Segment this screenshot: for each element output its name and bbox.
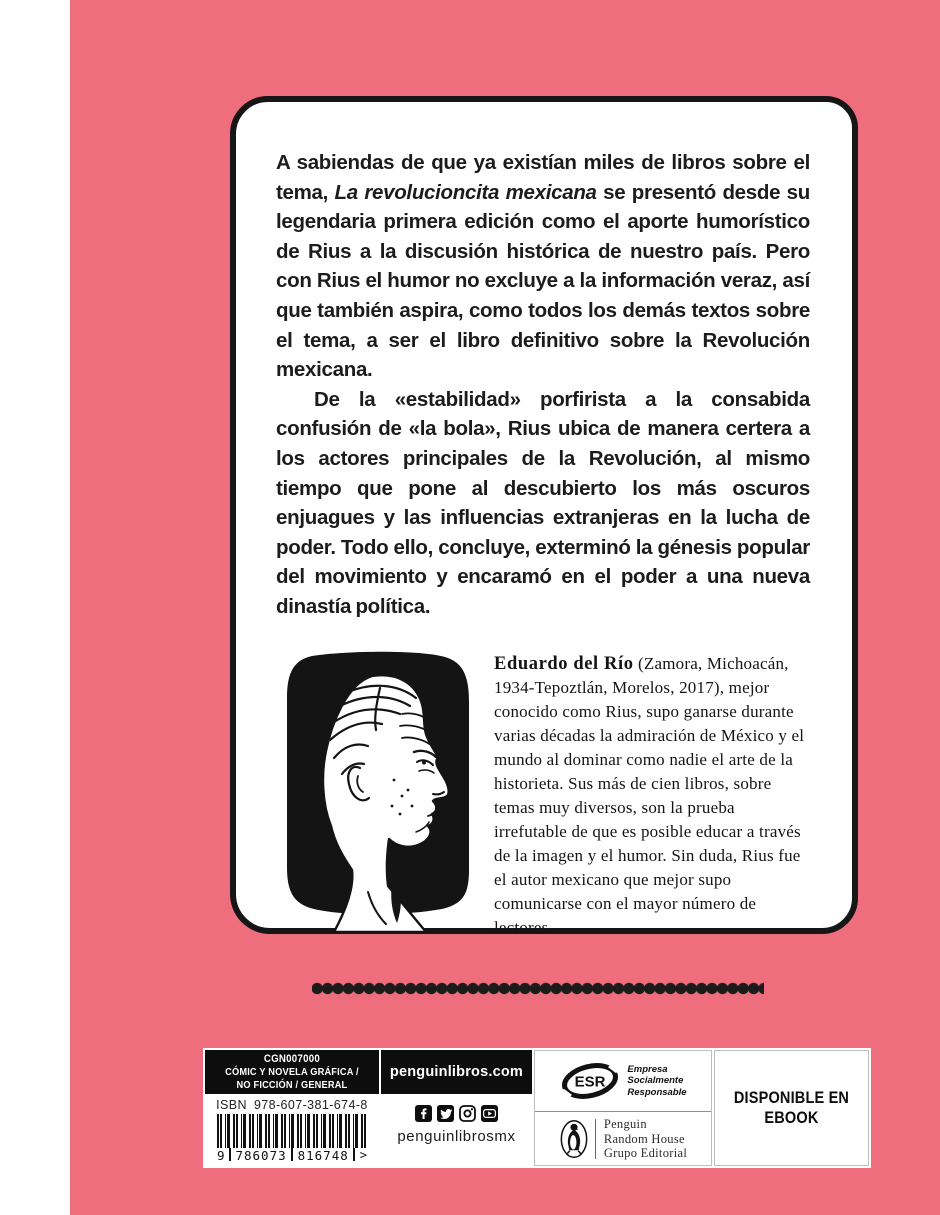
blurb-paragraph-1 <box>276 148 810 385</box>
ebook-notice <box>734 1088 849 1128</box>
esr-caption-line1: Empresa <box>627 1063 668 1075</box>
barcode-digit-lead: 9 <box>216 1148 225 1163</box>
blurb-p1-before: A sabiendas de que ya existían miles de libros sobre el tema, <box>276 151 810 204</box>
publisher-line2: Random House <box>603 1131 685 1146</box>
isbn-number: 978-607-381-674-8 <box>253 1098 368 1112</box>
catalog-category-line1: CÓMIC Y NOVELA GRÁFICA / <box>225 1065 359 1078</box>
author-bio-text <box>494 652 810 940</box>
blurb-p1-after: se presentó desde su legendaria primera edición como el aporte humorístico de Rius a la discusión histórica de nuestro país. Pero con Rius el humor no excluye a la información veraz, así que también aspira, como todos los demás textos sobre el tema, a ser el libro definitivo sobre la Revolución mexicana. <box>276 180 811 382</box>
penguin-logo <box>559 1118 589 1160</box>
instagram-icon <box>459 1105 476 1122</box>
publisher-line1: Penguin <box>603 1117 647 1132</box>
barcode-digits <box>217 1148 367 1163</box>
esr-caption <box>627 1064 686 1099</box>
web-social-block <box>381 1050 532 1166</box>
barcode-area <box>205 1094 379 1163</box>
publisher-line3: Grupo Editorial <box>603 1146 688 1161</box>
barcode-bars <box>217 1114 367 1148</box>
ebook-line1: DISPONIBLE EN <box>733 1089 850 1107</box>
book-back-cover <box>70 0 940 1215</box>
barcode-guard <box>229 1148 231 1161</box>
ebook-block <box>714 1050 869 1166</box>
blurb-panel <box>230 96 858 937</box>
social-area <box>381 1094 532 1145</box>
barcode-guard <box>291 1148 293 1161</box>
facebook-icon <box>415 1105 432 1122</box>
catalog-code: CGN007000 <box>263 1052 321 1065</box>
svg-text:ESR: ESR <box>574 1073 606 1091</box>
blurb-paragraph-2: De la «estabilidad» porfirista a la consabida confusión de «la bola», Rius ubica de manera certera a los actores principales de la Revolución, al mismo tiempo que pone al descubierto los más oscuros enjuagues y las influencias extranjeras en la lucha de poder. Todo ello, concluye, exterminó la génesis popular del movimiento y encaramó en el poder a una nueva dinastía política. <box>276 387 810 618</box>
dotted-divider <box>312 982 764 995</box>
esr-caption-line3: Responsable <box>627 1086 687 1098</box>
catalog-header <box>205 1050 379 1094</box>
isbn-line <box>205 1098 379 1112</box>
barcode-guard <box>353 1148 355 1161</box>
twitter-icon <box>437 1105 454 1122</box>
ean-barcode <box>217 1114 367 1163</box>
author-bio-body: (Zamora, Michoacán, 1934-Tepoztlán, Morelos, 2017), mejor conocido como Rius, supo ganarse durante varias décadas la admiración de México y el mundo al dominar como nadie el arte de la historieta. Sus más de cien libros, sobre temas muy diversos, son la prueba irrefutable de que es posible educar a través de la imagen y el humor. Sin duda, Rius fue el autor mexicano que mejor supo comunicarse con el mayor número de lectores. <box>494 653 805 937</box>
publisher-row <box>535 1112 711 1166</box>
barcode-group1: 786073 <box>235 1148 287 1163</box>
youtube-icon <box>481 1105 498 1122</box>
social-handle: penguinlibrosmx <box>397 1128 516 1145</box>
catalog-category-line2: NO FICCIÓN / GENERAL <box>236 1078 348 1091</box>
catalog-barcode-block <box>205 1050 379 1166</box>
publisher-divider <box>595 1119 596 1159</box>
social-icons-row <box>381 1105 532 1122</box>
publisher-name <box>604 1117 687 1161</box>
esr-row <box>535 1051 711 1112</box>
esr-logo <box>559 1060 621 1102</box>
esr-caption-line2: Socialmente <box>627 1075 684 1087</box>
barcode-trail: > <box>359 1148 367 1162</box>
website-header <box>381 1050 532 1094</box>
author-section <box>276 648 810 940</box>
author-name: Eduardo del Río <box>494 653 634 674</box>
esr-publisher-block <box>534 1050 712 1166</box>
blurb-text <box>276 148 810 622</box>
ebook-line2: EBOOK <box>764 1109 819 1127</box>
website-url: penguinlibros.com <box>389 1064 524 1080</box>
barcode-group2: 816748 <box>297 1148 349 1163</box>
isbn-label: ISBN <box>216 1098 247 1112</box>
footer-bar <box>203 1048 871 1168</box>
book-title: La revolucioncita mexicana <box>334 180 597 204</box>
author-portrait-illustration <box>276 648 472 932</box>
